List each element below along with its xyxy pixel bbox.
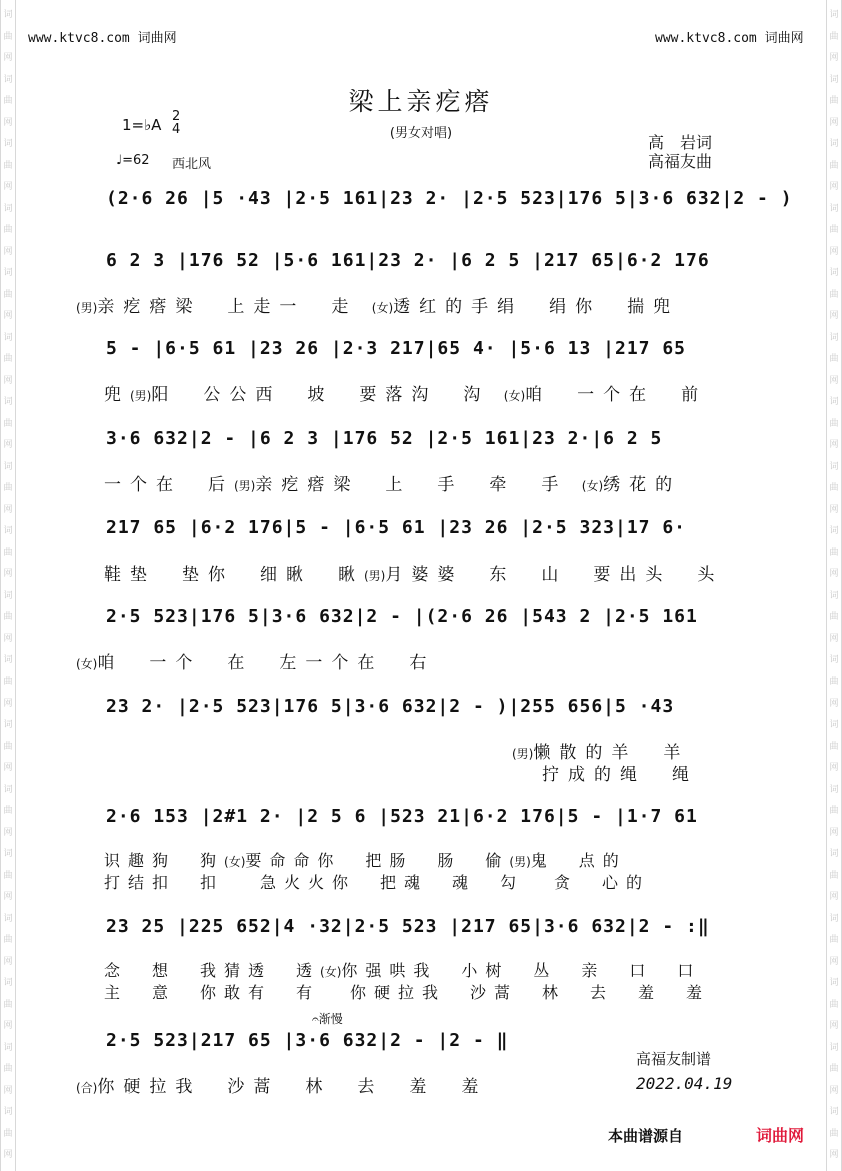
watermark-glyph: 词 [829,268,839,279]
watermark-glyph: 曲 [3,96,13,107]
lyric-text: 透红的手绢 绢你 揣兜 [393,297,680,317]
notes-row-9: 23 25 |225 652|4 ·32|2·5 523 |217 65|3·6 632|2 - :‖ [106,916,710,937]
time-bottom: 4 [172,122,181,137]
watermark-glyph: 网 [829,1150,839,1161]
watermark-glyph: 网 [3,956,13,967]
lyric-row-6b [542,760,842,785]
lyric-text: 识趣狗 狗 [104,851,225,870]
lyric-text: 阳 公公西 坡 要落沟 沟 [151,385,490,405]
watermark-glyph: 词 [3,720,13,731]
watermark-glyph: 曲 [3,1064,13,1075]
watermark-glyph: 词 [829,590,839,601]
watermark-glyph: 网 [3,53,13,64]
watermark-glyph: 曲 [829,676,839,687]
watermark-glyph: 词 [829,74,839,85]
watermark-glyph: 网 [829,311,839,322]
watermark-glyph: 网 [829,763,839,774]
style-marking: 西北风 [172,157,212,172]
watermark-glyph: 词 [829,849,839,860]
watermark-glyph: 曲 [829,935,839,946]
lyric-row-5 [76,648,756,673]
watermark-glyph: 曲 [3,483,13,494]
watermark-glyph: 曲 [829,354,839,365]
notes-row-5: 217 65 |6·2 176|5 - |6·5 61 |23 26 |2·5 323|17 6· [106,517,687,538]
watermark-glyph: 词 [3,203,13,214]
watermark-glyph: 词 [829,332,839,343]
lyric-text: 主 意 你敢有 有 [104,983,321,1002]
lyric-text: 鬼 点的 [530,851,627,870]
tempo-marking: ♩=62 [116,153,150,168]
watermark-glyph: 曲 [829,96,839,107]
lyric-text: 急火火你 把魂 魂 勾 [260,873,525,892]
watermark-glyph: 词 [3,74,13,85]
watermark-glyph: 词 [3,332,13,343]
watermark-glyph: 词 [3,461,13,472]
watermark-glyph: 网 [829,53,839,64]
lyric-text: 贪 心的 [554,873,651,892]
lyric-text: 月婆婆 东 山 要出头 头 [385,565,724,585]
watermark-glyph: 网 [829,440,839,451]
watermark-glyph: 词 [829,10,839,20]
watermark-glyph: 网 [3,440,13,451]
watermark-glyph: 曲 [3,999,13,1010]
watermark-glyph: 网 [829,182,839,193]
watermark-glyph: 词 [829,655,839,666]
watermark-glyph: 曲 [3,870,13,881]
singer-tag: (男) [512,747,534,761]
lyric-text: 你强哄我 小树 丛 亲 口 口 [341,961,702,980]
lyric-row-1 [76,292,756,317]
watermark-glyph: 网 [3,182,13,193]
watermark-glyph: 词 [829,1107,839,1118]
watermark-glyph: 网 [829,117,839,128]
watermark-glyph: 曲 [3,676,13,687]
notes-row-2: 6 2 3 |176 52 |5·6 161|23 2· |6 2 5 |217 65|6·2 176 [106,250,710,271]
watermark-glyph: 曲 [829,483,839,494]
watermark-glyph: 词 [829,720,839,731]
time-signature [172,110,180,136]
brand-link[interactable]: 词曲网 [756,1126,805,1145]
singer-tag: (男) [76,301,98,315]
watermark-glyph: 网 [3,311,13,322]
lyric-text: 绣花的 [603,475,682,495]
watermark-glyph: 曲 [829,870,839,881]
lyric-row-8b [104,980,784,1003]
singer-tag: (男) [364,569,386,583]
lyric-text: 鞋垫 垫你 细瞅 瞅 [104,565,364,585]
watermark-glyph: 曲 [829,612,839,623]
notes-row-6: 2·5 523|176 5|3·6 632|2 - |(2·6 26 |543 2 |2·5 161 [106,606,698,627]
watermark-glyph: 网 [3,246,13,257]
watermark-glyph: 网 [829,956,839,967]
song-subtitle: (男女对唱) [389,126,453,141]
left-watermark-strip [0,0,16,1171]
watermark-glyph: 曲 [829,225,839,236]
watermark-glyph: 曲 [3,418,13,429]
watermark-glyph: 词 [3,1042,13,1053]
site-header-right[interactable]: www.ktvc8.com 词曲网 [655,31,804,46]
watermark-glyph: 词 [3,913,13,924]
composer-credit: 高福友曲 [648,152,713,171]
watermark-glyph: 网 [3,375,13,386]
singer-tag: (合) [76,1081,98,1095]
watermark-glyph: 网 [829,246,839,257]
lyric-text: 亲疙瘩梁 上走一 走 [97,297,358,317]
right-watermark-strip [826,0,842,1171]
watermark-glyph: 词 [3,397,13,408]
watermark-glyph: 网 [829,375,839,386]
singer-tag: (男) [509,855,531,869]
singer-tag: (男) [234,479,256,493]
watermark-glyph: 网 [3,569,13,580]
notes-row-10: 2·5 523|217 65 |3·6 632|2 - |2 - ‖ [106,1030,509,1051]
time-top: 2 [172,109,181,124]
notes-row-8: 2·6 153 |2#1 2· |2 5 6 |523 21|6·2 176|5 - |1·7 61 [106,806,698,827]
lyric-text: 要命命你 把肠 肠 偷 [245,851,510,870]
watermark-glyph: 词 [3,849,13,860]
fermata-ritardando: 𝄐渐慢 [312,1012,343,1026]
watermark-glyph: 曲 [829,31,839,42]
ritardando-label: 渐慢 [318,1012,343,1026]
watermark-glyph: 网 [3,117,13,128]
watermark-glyph: 曲 [829,999,839,1010]
watermark-glyph: 词 [3,590,13,601]
score-date: 2022.04.19 [636,1074,733,1093]
watermark-glyph: 网 [3,892,13,903]
watermark-glyph: 曲 [829,418,839,429]
site-header-left[interactable]: www.ktvc8.com 词曲网 [28,31,177,46]
watermark-glyph: 曲 [829,1064,839,1075]
watermark-glyph: 网 [3,633,13,644]
watermark-glyph: 网 [829,827,839,838]
watermark-glyph: 词 [3,784,13,795]
notes-row-1: (2·6 26 |5 ·43 |2·5 161|23 2· |2·5 523|176 5|3·6 632|2 - ) [106,188,793,209]
watermark-glyph: 词 [829,397,839,408]
lyric-text: 你硬拉我 沙蒿 林 去 羞 羞 [350,983,711,1002]
lyric-row-8a [104,958,784,981]
watermark-glyph: 曲 [3,741,13,752]
watermark-glyph: 词 [829,203,839,214]
watermark-glyph: 网 [829,569,839,580]
watermark-glyph: 曲 [3,1128,13,1139]
lyric-text: 拧成的绳 绳 [542,765,698,785]
watermark-glyph: 词 [3,268,13,279]
singer-tag: (女) [224,855,246,869]
lyric-text: 打结扣 扣 [104,873,225,892]
watermark-glyph: 曲 [829,289,839,300]
watermark-glyph: 词 [3,1107,13,1118]
singer-tag: (男) [130,389,152,403]
watermark-glyph: 词 [829,461,839,472]
watermark-glyph: 网 [829,698,839,709]
watermark-glyph: 词 [3,978,13,989]
watermark-glyph: 网 [3,1021,13,1032]
watermark-glyph: 词 [3,526,13,537]
lyric-row-3 [104,470,784,495]
watermark-glyph: 网 [829,504,839,515]
watermark-glyph: 词 [829,526,839,537]
lyric-text: 你硬拉我 沙蒿 林 去 羞 羞 [97,1077,488,1097]
watermark-glyph: 曲 [3,547,13,558]
watermark-glyph: 曲 [829,741,839,752]
watermark-glyph: 词 [829,139,839,150]
lyric-text: 一个在 后 [104,475,234,495]
watermark-glyph: 曲 [3,806,13,817]
singer-tag: (女) [581,479,604,493]
arranger-credit: 高福友制谱 [636,1050,712,1068]
watermark-glyph: 网 [829,1021,839,1032]
watermark-glyph: 词 [829,1042,839,1053]
lyric-row-2 [104,380,784,405]
watermark-glyph: 网 [829,892,839,903]
notes-row-4: 3·6 632|2 - |6 2 3 |176 52 |2·5 161|23 2·|6 2 5 [106,428,663,449]
song-title: 梁上亲疙瘩 [348,87,494,116]
watermark-glyph: 曲 [3,354,13,365]
lyric-row-7a [104,848,784,871]
lyric-row-4 [104,560,784,585]
watermark-glyph: 网 [3,1085,13,1096]
watermark-glyph: 曲 [3,160,13,171]
watermark-glyph: 曲 [829,1128,839,1139]
watermark-glyph: 词 [3,10,13,20]
lyricist-credit: 高 岩词 [648,133,713,152]
singer-tag: (女) [503,389,526,403]
watermark-glyph: 词 [3,655,13,666]
lyric-row-7b [104,870,784,893]
watermark-glyph: 词 [829,784,839,795]
watermark-glyph: 曲 [3,935,13,946]
key-signature: 1=♭A [122,116,162,134]
lyric-text: 咱 一个在 前 [525,385,708,405]
watermark-glyph: 曲 [3,289,13,300]
source-label: 本曲谱源自 [608,1127,684,1145]
watermark-glyph: 词 [829,913,839,924]
lyric-text: 懒散的羊 羊 [533,743,690,763]
lyric-text: 咱 一个 在 左一个在 右 [97,653,436,673]
singer-tag: (女) [371,301,394,315]
notes-row-3: 5 - |6·5 61 |23 26 |2·3 217|65 4· |5·6 13 |217 65 [106,338,687,359]
watermark-glyph: 曲 [829,547,839,558]
watermark-glyph: 网 [829,633,839,644]
watermark-glyph: 网 [3,827,13,838]
watermark-glyph: 网 [3,1150,13,1161]
watermark-glyph: 曲 [3,612,13,623]
watermark-glyph: 网 [3,698,13,709]
watermark-glyph: 词 [3,139,13,150]
singer-tag: (女) [76,657,98,671]
singer-tag: (女) [320,965,342,979]
watermark-glyph: 曲 [829,160,839,171]
watermark-glyph: 词 [829,978,839,989]
watermark-glyph: 曲 [3,31,13,42]
watermark-glyph: 网 [3,763,13,774]
watermark-glyph: 网 [829,1085,839,1096]
lyric-text: 亲疙瘩梁 上 手 牵 手 [255,475,568,495]
watermark-glyph: 曲 [829,806,839,817]
watermark-glyph: 网 [3,504,13,515]
lyric-text: 念 想 我猜透 透 [104,961,321,980]
lyric-text: 兜 [104,385,130,405]
watermark-glyph: 曲 [3,225,13,236]
notes-row-7: 23 2· |2·5 523|176 5|3·6 632|2 - )|255 656|5 ·43 [106,696,675,717]
